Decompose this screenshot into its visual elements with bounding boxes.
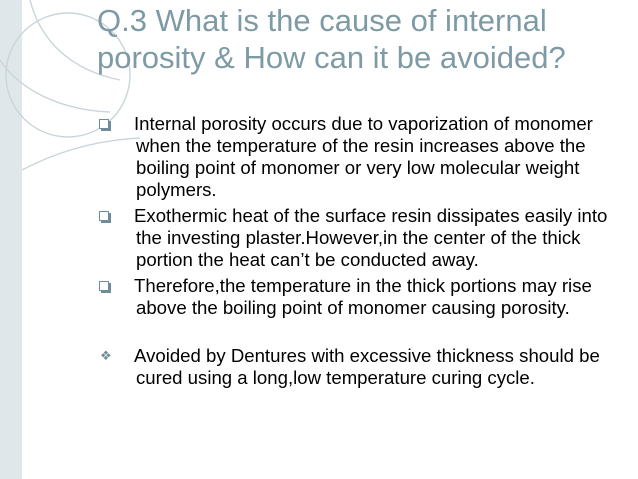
bullet-point-1 bbox=[97, 113, 627, 201]
bullet-text: Internal porosity occurs due to vaporization of monomer when the temperature of the resin increases above the boiling point of monomer or very low molecular weight polymers. bbox=[134, 113, 593, 200]
slide-title: Q.3 What is the cause of internal porosity & How can it be avoided? bbox=[97, 3, 566, 75]
checkbox-bullet-icon bbox=[99, 119, 109, 129]
bullet-text: Exothermic heat of the surface resin dissipates easily into the investing plaster.However,in the center of the thick portion the heat can’t be conducted away. bbox=[134, 205, 608, 270]
bullet-point-4 bbox=[97, 345, 627, 389]
checkbox-bullet-icon bbox=[99, 281, 109, 291]
bullet-text: Therefore,the temperature in the thick portions may rise above the boiling point of monomer causing porosity. bbox=[134, 275, 592, 318]
diamond-bullet-icon: ❖ bbox=[100, 348, 112, 363]
checkbox-bullet-icon bbox=[99, 211, 109, 221]
bullet-point-3 bbox=[97, 275, 627, 319]
bullet-text: Avoided by Dentures with excessive thickness should be cured using a long,low temperature curing cycle. bbox=[134, 345, 600, 388]
bullet-list bbox=[97, 113, 627, 389]
bullet-point-2 bbox=[97, 205, 627, 271]
